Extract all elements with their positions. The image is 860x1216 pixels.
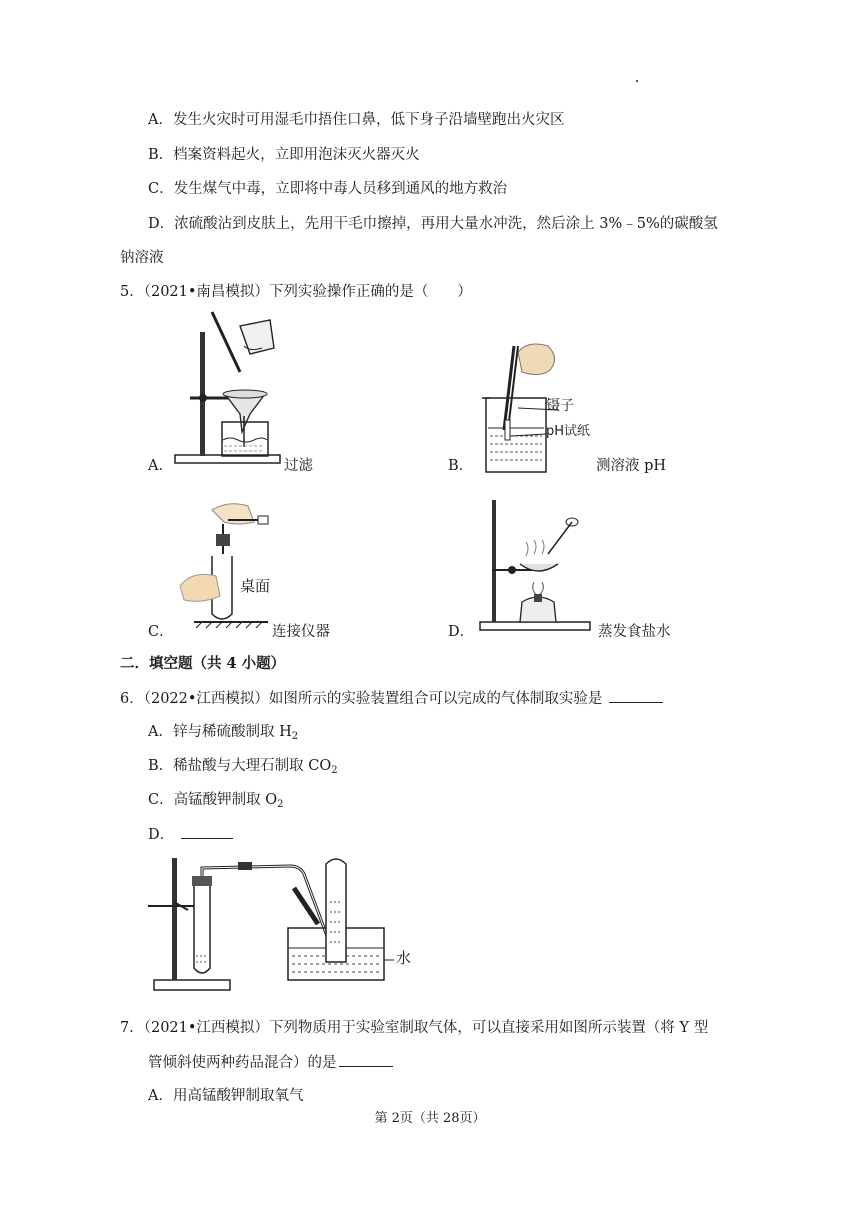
q6-option-d	[148, 824, 233, 845]
q5-option-d-caption: 蒸发食盐水	[598, 624, 671, 640]
q5-option-c-caption: 连接仪器	[272, 624, 330, 640]
water-label: 水	[396, 949, 412, 967]
gas-collection-apparatus-figure	[148, 852, 418, 994]
q7-stem-line2-text: 管倾斜使两种药品混合）的是	[148, 1055, 337, 1071]
q4-option-d: D．浓硫酸沾到皮肤上，先用干毛巾擦掉，再用大量水冲洗，然后涂上 3%﹣5%的碳酸氢	[148, 216, 718, 232]
q6-option-b-text: B．稀盐酸与大理石制取 CO	[148, 758, 332, 774]
connect-apparatus-figure	[172, 500, 282, 630]
page-footer: 第 2页（共 28页）	[374, 1111, 486, 1126]
q6-option-a-text: A．锌与稀硫酸制取 H	[148, 724, 292, 740]
q5-option-c-letter: C．	[148, 624, 174, 640]
tweezers-label: 镊子	[546, 398, 574, 414]
q5-option-b-caption: 测溶液 pH	[596, 458, 667, 474]
q7-stem-line2	[148, 1052, 393, 1073]
q7-option-a: A．用高锰酸钾制取氧气	[148, 1088, 304, 1104]
q4-option-a: A．发生火灾时可用湿毛巾捂住口鼻，低下身子沿墙壁跑出火灾区	[148, 112, 565, 128]
section-heading: 二．填空题（共 4 小题）	[120, 655, 286, 672]
ph-paper-label: pH试纸	[546, 424, 591, 439]
q5-option-b-letter: B．	[448, 458, 474, 474]
q6-option-c-text: C．高锰酸钾制取 O	[148, 792, 278, 808]
q4-option-d-continued: 钠溶液	[120, 250, 164, 266]
q6-option-a	[148, 722, 298, 747]
q5-option-a-caption: 过滤	[284, 458, 313, 474]
q6-stem	[120, 688, 663, 709]
q6-option-c-sub: 2	[277, 799, 284, 810]
q6-option-d-blank[interactable]	[181, 824, 233, 839]
q6-option-d-text: D．	[148, 827, 175, 843]
q5-option-a-letter: A．	[148, 458, 173, 474]
evaporation-figure	[476, 498, 600, 634]
q7-stem-line1: 7．（2021•江西模拟）下列物质用于实验室制取气体，可以直接采用如图所示装置（将 Y 型	[120, 1020, 709, 1036]
q6-option-a-sub: 2	[291, 731, 299, 742]
q6-option-b	[148, 756, 338, 781]
q6-option-c	[148, 790, 283, 815]
q6-option-b-sub: 2	[331, 765, 338, 776]
q4-option-c: C．发生煤气中毒，立即将中毒人员移到通风的地方救治	[148, 181, 508, 197]
page-dot	[636, 80, 638, 82]
q6-stem-text: 6．（2022•江西模拟）如图所示的实验装置组合可以完成的气体制取实验是	[120, 691, 603, 707]
q7-answer-blank[interactable]	[339, 1052, 393, 1067]
table-label: 桌面	[240, 577, 271, 595]
q6-answer-blank[interactable]	[609, 688, 663, 703]
filtration-figure	[170, 312, 300, 472]
q5-option-d-letter: D．	[448, 624, 475, 640]
q4-option-b: B．档案资料起火，立即用泡沫灭火器灭火	[148, 147, 420, 163]
q5-stem: 5．（2021•南昌模拟）下列实验操作正确的是（ ）	[120, 284, 472, 300]
